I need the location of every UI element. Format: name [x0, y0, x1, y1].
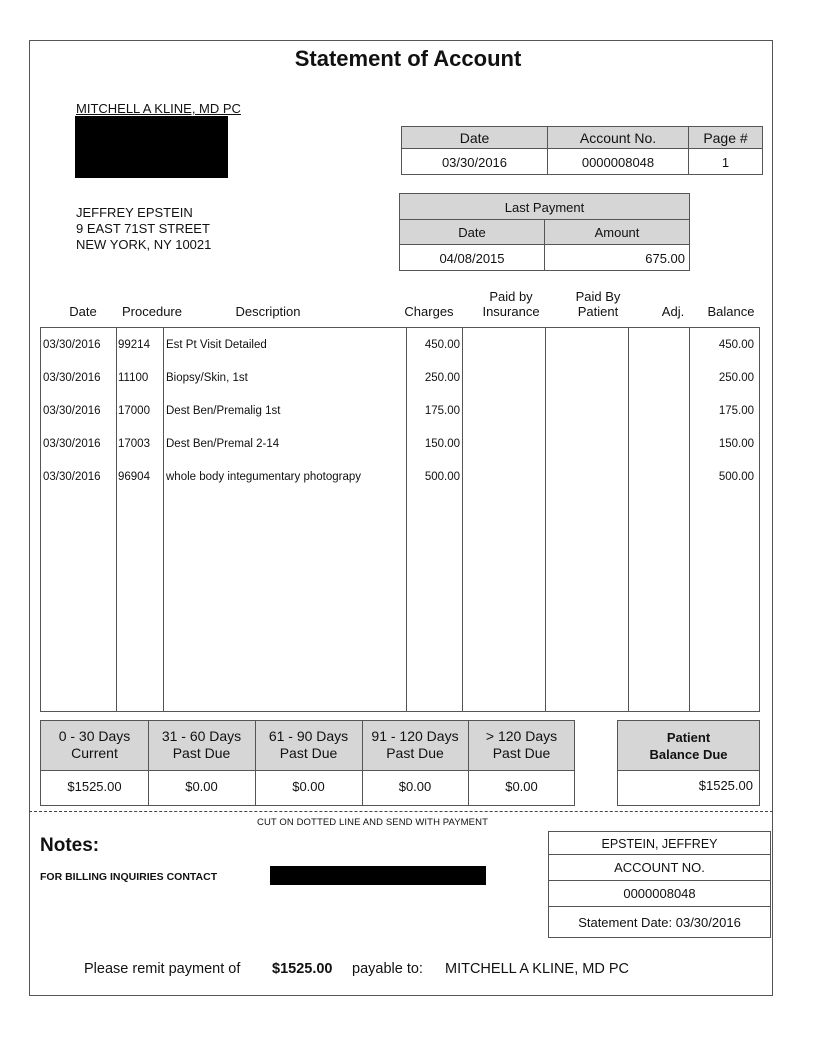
last-payment-date: 04/08/2015	[439, 250, 505, 266]
col-adj: Adj.	[661, 304, 685, 319]
aging-value-3: $0.00	[398, 779, 432, 794]
aging-value-4: $0.00	[505, 779, 538, 794]
header-account-label: Account No.	[579, 130, 657, 146]
row-balance: 250.00	[718, 372, 754, 384]
row-balance: 150.00	[718, 438, 754, 450]
last-payment-title: Last Payment	[504, 199, 585, 215]
aging-label-3	[362, 724, 468, 766]
col-paid-insurance-line1: Paid by	[489, 289, 533, 304]
remit-statement-date: Statement Date: 03/30/2016	[578, 914, 741, 930]
remit-payee: MITCHELL A KLINE, MD PC	[445, 961, 629, 977]
last-payment-date-label: Date	[458, 224, 486, 240]
col-paid-patient	[562, 289, 634, 319]
aging-value-2: $0.00	[292, 779, 325, 794]
remit-middle: payable to:	[352, 961, 423, 977]
redacted-contact	[270, 866, 486, 885]
row-procedure: 17000	[118, 405, 150, 417]
cut-instructions: CUT ON DOTTED LINE AND SEND WITH PAYMENT	[257, 817, 488, 828]
remit-amount: $1525.00	[272, 961, 333, 977]
col-paid-insurance	[474, 289, 548, 319]
aging-label-line2: Past Due	[279, 745, 338, 761]
row-date: 03/30/2016	[43, 471, 101, 483]
aging-label-1	[148, 724, 255, 766]
last-payment-amount-label: Amount	[594, 224, 640, 240]
col-description: Description	[235, 304, 301, 319]
patient-name: JEFFREY EPSTEIN	[76, 205, 193, 220]
col-balance: Balance	[707, 304, 755, 319]
aging-label-0	[41, 724, 148, 766]
aging-value-1: $0.00	[185, 779, 218, 794]
row-description: Dest Ben/Premalig 1st	[166, 405, 281, 417]
last-payment-amount: 675.00	[645, 250, 685, 266]
col-paid-patient-line1: Paid By	[575, 289, 621, 304]
patient-street: 9 EAST 71ST STREET	[76, 221, 210, 236]
cut-line	[29, 811, 773, 812]
aging-label-line1: 61 - 90 Days	[268, 728, 349, 744]
row-balance: 450.00	[718, 339, 754, 351]
row-date: 03/30/2016	[43, 438, 101, 450]
header-page-value: 1	[721, 154, 730, 170]
row-charges: 250.00	[424, 372, 460, 384]
row-description: whole body integumentary photograpy	[166, 471, 361, 483]
remit-box	[548, 831, 771, 938]
row-charges: 175.00	[424, 405, 460, 417]
aging-label-line1: 0 - 30 Days	[58, 728, 131, 744]
aging-label-line2: Current	[71, 745, 118, 761]
row-balance: 500.00	[718, 471, 754, 483]
remit-account-label: ACCOUNT NO.	[614, 860, 705, 875]
row-description: Est Pt Visit Detailed	[166, 339, 267, 351]
header-date-label: Date	[459, 130, 490, 146]
col-date: Date	[69, 304, 97, 319]
remit-prefix: Please remit payment of	[84, 961, 241, 977]
remit-patient-name: EPSTEIN, JEFFREY	[601, 836, 718, 851]
remit-account-number: 0000008048	[623, 886, 696, 901]
col-procedure: Procedure	[122, 304, 182, 319]
row-charges: 450.00	[424, 339, 460, 351]
aging-value-0: $1525.00	[67, 779, 122, 794]
billing-inquiries: FOR BILLING INQUIRIES CONTACT	[40, 871, 218, 883]
row-charges: 150.00	[424, 438, 460, 450]
header-page-label: Page #	[703, 130, 748, 146]
row-procedure: 11100	[118, 372, 149, 384]
row-date: 03/30/2016	[43, 372, 101, 384]
header-account-value: 0000008048	[581, 154, 655, 170]
row-description: Biopsy/Skin, 1st	[166, 372, 248, 384]
col-charges: Charges	[404, 304, 454, 319]
aging-label-line2: Past Due	[172, 745, 231, 761]
row-charges: 500.00	[424, 471, 460, 483]
aging-label-4	[468, 724, 575, 766]
row-procedure: 99214	[118, 339, 150, 351]
aging-label-line1: 91 - 120 Days	[371, 728, 459, 744]
patient-balance-label	[618, 725, 759, 767]
row-balance: 175.00	[718, 405, 754, 417]
aging-label-line1: > 120 Days	[485, 728, 558, 744]
patient-balance-box	[617, 720, 760, 806]
row-description: Dest Ben/Premal 2-14	[166, 438, 280, 450]
aging-label-2	[255, 724, 362, 766]
last-payment-box	[399, 193, 690, 271]
row-procedure: 17003	[118, 438, 150, 450]
aging-label-line2: Past Due	[492, 745, 551, 761]
header-date-value: 03/30/2016	[441, 154, 508, 170]
row-procedure: 96904	[118, 471, 150, 483]
patient-balance-label-line1: Patient	[666, 730, 711, 745]
patient-balance-label-line2: Balance Due	[649, 747, 728, 762]
aging-label-line2: Past Due	[386, 745, 444, 761]
page-title: Statement of Account	[294, 46, 522, 71]
col-paid-insurance-line2: Insurance	[482, 304, 540, 319]
patient-balance-value: $1525.00	[698, 778, 753, 793]
row-date: 03/30/2016	[43, 405, 101, 417]
practice-name: MITCHELL A KLINE, MD PC	[76, 101, 241, 116]
row-date: 03/30/2016	[43, 339, 101, 351]
notes-label: Notes:	[40, 835, 100, 856]
patient-city: NEW YORK, NY 10021	[76, 237, 212, 252]
header-box	[401, 126, 763, 175]
redacted-address	[75, 116, 228, 178]
col-paid-patient-line2: Patient	[577, 304, 619, 319]
aging-label-line1: 31 - 60 Days	[161, 728, 242, 744]
